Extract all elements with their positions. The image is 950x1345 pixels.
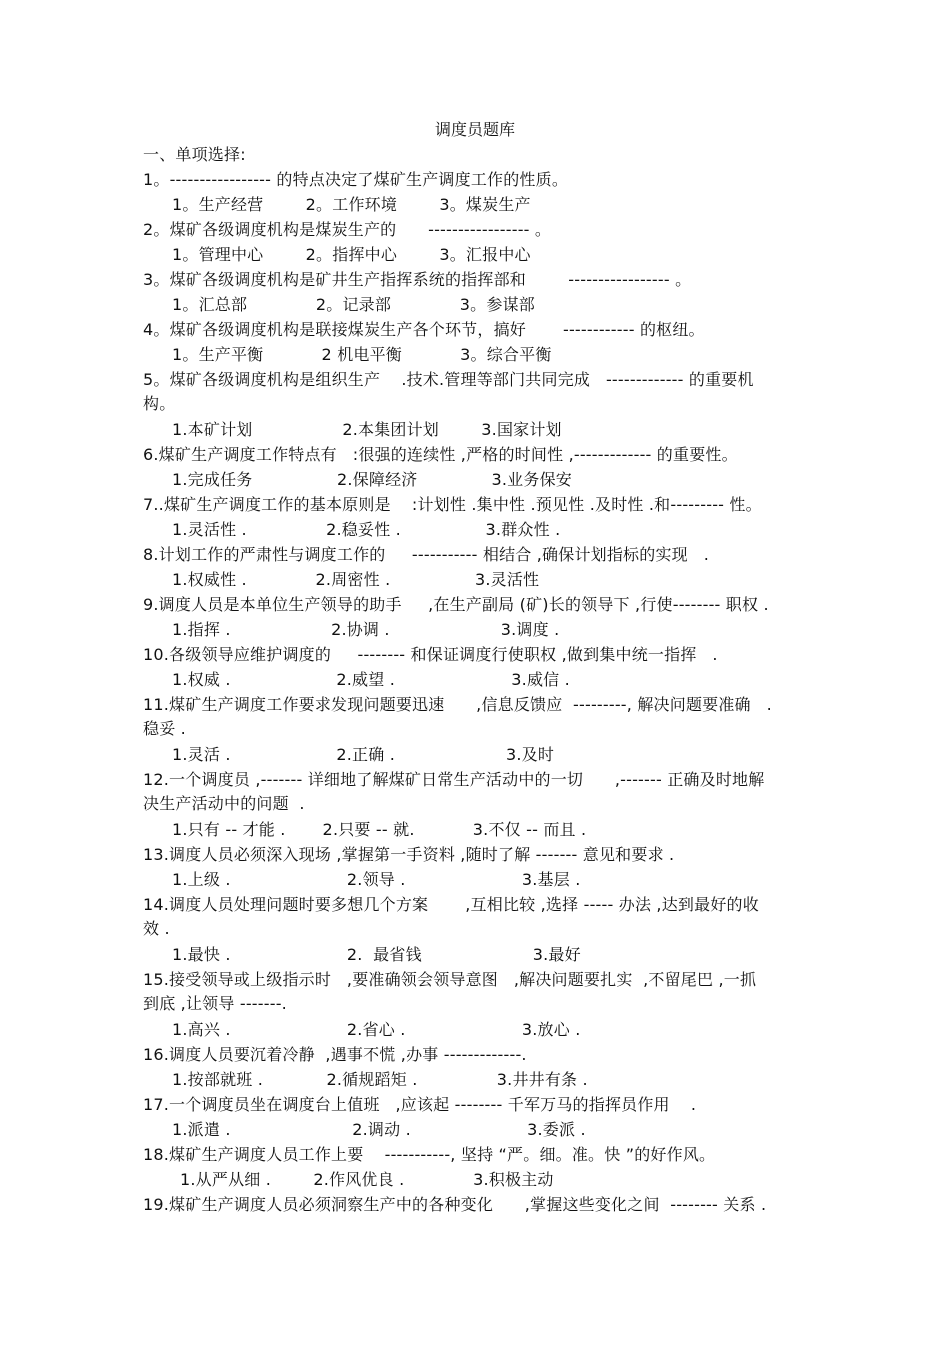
options-13: 1.上级 . 2.领导 . 3.基层 . <box>172 870 581 889</box>
question-17: 17.一个调度员坐在调度台上值班 ,应该起 -------- 千军万马的指挥员作用 . <box>143 1095 697 1114</box>
question-10: 10.各级领导应维护调度的 -------- 和保证调度行使职权 ,做到集中统一指挥 . <box>143 645 718 664</box>
options-2: 1。管理中心 2。指挥中心 3。汇报中心 <box>172 245 531 264</box>
question-8: 8.计划工作的严肃性与调度工作的 ----------- 相结合 ,确保计划指标的实现 . <box>143 545 710 564</box>
question-3: 3。煤矿各级调度机构是矿井生产指挥系统的指挥部和 ----------------- 。 <box>143 270 692 289</box>
options-7: 1.灵活性 . 2.稳妥性 . 3.群众性 . <box>172 520 561 539</box>
question-4: 4。煤矿各级调度机构是联接煤炭生产各个环节，搞好 ------------ 的枢纽。 <box>143 320 705 339</box>
question-7: 7..煤矿生产调度工作的基本原则是 :计划性 .集中性 .预见性 .及时性 .和--------- 性。 <box>143 495 762 514</box>
question-11: 11.煤矿生产调度工作要求发现问题要迅速 ,信息反馈应 ---------, 解决问题要准确 . <box>143 695 772 714</box>
options-17: 1.派遣 . 2.调动 . 3.委派 . <box>172 1120 586 1139</box>
options-12: 1.只有 -- 才能 . 2.只要 -- 就. 3.不仅 -- 而且 . <box>172 820 587 839</box>
options-8: 1.权威性 . 2.周密性 . 3.灵活性 <box>172 570 540 589</box>
options-4: 1。生产平衡 2 机电平衡 3。综合平衡 <box>172 345 552 364</box>
options-3: 1。汇总部 2。记录部 3。参谋部 <box>172 295 535 314</box>
question-16: 16.调度人员要沉着冷静 ,遇事不慌 ,办事 -------------. <box>143 1045 527 1064</box>
options-6: 1.完成任务 2.保障经济 3.业务保安 <box>172 470 572 489</box>
question-14: 14.调度人员处理问题时要多想几个方案 ,互相比较 ,选择 ----- 办法 ,达到最好的收 <box>143 895 759 914</box>
question-12-cont: 决生产活动中的问题 . <box>143 794 305 813</box>
question-11-cont: 稳妥 . <box>143 719 186 738</box>
question-19: 19.煤矿生产调度人员必须洞察生产中的各种变化 ,掌握这些变化之间 -------- 关系 . <box>143 1195 767 1214</box>
page-title: 调度员题库 <box>434 120 515 139</box>
question-1: 1。----------------- 的特点决定了煤矿生产调度工作的性质。 <box>143 170 569 189</box>
question-18: 18.煤矿生产调度人员工作上要 -----------, 坚持 “严。细。准。快 ”的好作风。 <box>143 1145 716 1164</box>
section-heading: 一、单项选择: <box>143 145 246 164</box>
question-15: 15.接受领导或上级指示时 ,要准确领会领导意图 ,解决问题要扎实 ,不留尾巴 ,一抓 <box>143 970 757 989</box>
options-1: 1。生产经营 2。工作环境 3。煤炭生产 <box>172 195 531 214</box>
options-11: 1.灵活 . 2.正确 . 3.及时 <box>172 745 555 764</box>
options-18: 1.从严从细 . 2.作风优良 . 3.积极主动 <box>180 1170 554 1189</box>
question-5: 5。煤矿各级调度机构是组织生产 .技术.管理等部门共同完成 ------------- 的重要机 <box>143 370 754 389</box>
options-5: 1.本矿计划 2.本集团计划 3.国家计划 <box>172 420 562 439</box>
options-16: 1.按部就班 . 2.循规蹈矩 . 3.井井有条 . <box>172 1070 588 1089</box>
options-10: 1.权威 . 2.威望 . 3.威信 . <box>172 670 570 689</box>
question-12: 12.一个调度员 ,------- 详细地了解煤矿日常生产活动中的一切 ,------- 正确及时地解 <box>143 770 765 789</box>
options-9: 1.指挥 . 2.协调 . 3.调度 . <box>172 620 560 639</box>
question-2: 2。煤矿各级调度机构是煤炭生产的 ----------------- 。 <box>143 220 552 239</box>
question-6: 6.煤矿生产调度工作特点有 :很强的连续性 ,严格的时间性 ,------------- 的重要性。 <box>143 445 738 464</box>
question-14-cont: 效 . <box>143 919 170 938</box>
options-14: 1.最快 . 2. 最省钱 3.最好 <box>172 945 581 964</box>
question-5-cont: 构。 <box>143 394 176 413</box>
question-15-cont: 到底 ,让领导 -------. <box>143 994 287 1013</box>
options-15: 1.高兴 . 2.省心 . 3.放心 . <box>172 1020 581 1039</box>
question-9: 9.调度人员是本单位生产领导的助手 ,在生产副局 (矿)长的领导下 ,行使-------- 职权 . <box>143 595 769 614</box>
question-13: 13.调度人员必须深入现场 ,掌握第一手资料 ,随时了解 ------- 意见和要求 . <box>143 845 675 864</box>
